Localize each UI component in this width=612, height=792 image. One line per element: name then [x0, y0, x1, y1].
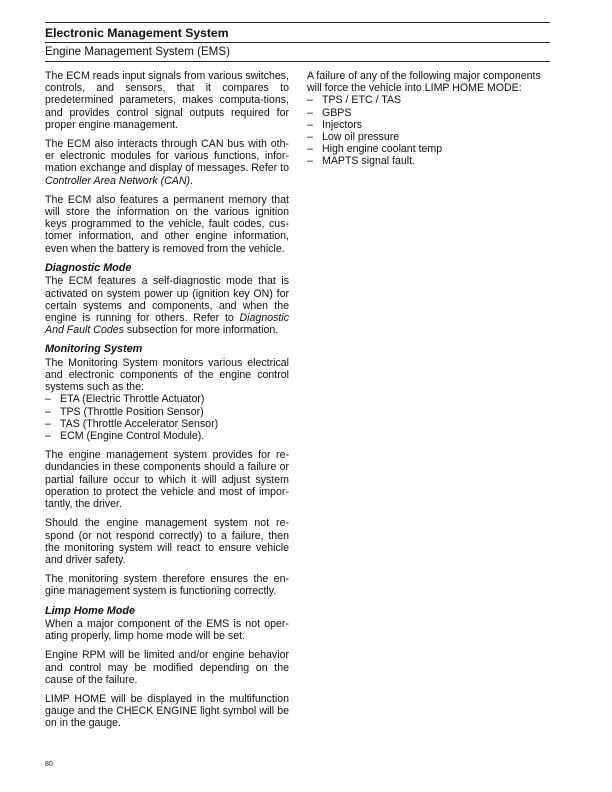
paragraph-rpm-limited: Engine RPM will be limited and/or engine behavior and control may be modified depending on the cause of the failure.: [45, 649, 289, 686]
paragraph-monitoring-intro: The Monitoring System monitors various electrical and electronic components of the engine control systems such as the:: [45, 356, 289, 394]
can-reference: Controller Area Network (CAN): [45, 174, 191, 187]
list-item: – TPS (Throttle Position Sensor): [45, 405, 204, 418]
dash-marker: –: [307, 94, 313, 107]
list-item: – High engine coolant temp: [307, 143, 443, 156]
dash-marker: –: [307, 143, 313, 156]
diagnostic-reference: Diagnostic And Fault Codes: [45, 311, 289, 337]
paragraph-limp-display: LIMP HOME will be displayed in the multifunction gauge and the CHECK ENGINE light symbol will be on in the gauge.: [45, 693, 289, 730]
paragraph-ecm-can-text: The ECM also interacts through CAN bus with oth-er electronic modules for various functions, infor-mation exchange and display of messages. Refer to: [45, 138, 289, 175]
paragraph-ecm-can-end: .: [190, 174, 193, 187]
dash-marker: –: [45, 405, 51, 418]
paragraph-ecm-inputs: The ECM reads input signals from various switches, controls, and sensors, that it compares to predetermined parameters, makes computa-tions, and provides control signal outputs required for proper engine management.: [45, 70, 289, 131]
paragraph-no-response: Should the engine management system not re-spond (or not respond correctly) to a failure, then the monitoring system will react to ensure vehicle and driver safety.: [45, 517, 289, 566]
paragraph-diagnostic-text: The ECM features a self-diagnostic mode that is activated on system power up (ignition key ON) for certain systems and components, and when the engine is running for others. Refer to: [45, 275, 289, 324]
heading-monitoring-system: Monitoring System: [45, 343, 143, 356]
paragraph-ecm-memory: The ECM also features a permanent memory that will store the information on the various ignition keys programmed to the vehicle, fault codes, cus-tomer information, and other engine information, even when the battery is removed from the vehicle.: [45, 193, 289, 255]
list-item: – ETA (Electric Throttle Actuator): [45, 393, 205, 406]
page-number: 80: [45, 761, 53, 768]
header-bottom-rule: [45, 61, 550, 62]
dash-marker: –: [45, 393, 51, 406]
dash-marker: –: [307, 118, 313, 131]
paragraph-failure-components: A failure of any of the following major components will force the vehicle into LIMP HOME MODE:: [307, 70, 541, 95]
heading-limp-home-mode: Limp Home Mode: [45, 604, 135, 617]
list-item: – Low oil pressure: [307, 131, 400, 144]
left-column: [45, 70, 289, 737]
dash-marker: –: [307, 106, 313, 119]
dash-marker: –: [45, 430, 51, 443]
list-item: – ECM (Engine Control Module).: [45, 430, 205, 443]
paragraph-ecm-can: [45, 138, 289, 187]
right-column: [307, 70, 551, 175]
list-item: – TAS (Throttle Accelerator Sensor): [45, 417, 219, 430]
paragraph-limp-set: When a major component of the EMS is not oper-ating properly, limp home mode will be set.: [45, 618, 289, 643]
list-item: – GBPS: [307, 106, 352, 119]
dash-marker: –: [307, 131, 313, 144]
list-item: – TPS / ETC / TAS: [307, 94, 402, 107]
limp-triggers-list: [307, 94, 551, 167]
section-title: Electronic Management System: [45, 26, 229, 40]
paragraph-diagnostic: [45, 275, 289, 336]
paragraph-redundancies: The engine management system provides for re-dundancies in these components should a failure or partial failure occur to which it will adjust system operation to protect the vehicle and most of impor-tantly, the driver.: [45, 449, 289, 511]
dash-marker: –: [307, 155, 313, 168]
page-header: [45, 22, 550, 62]
section-subtitle: Engine Management System (EMS): [45, 45, 230, 58]
monitored-components-list: [45, 393, 289, 442]
list-item: – Injectors: [307, 118, 363, 131]
heading-diagnostic-mode: Diagnostic Mode: [45, 261, 132, 274]
paragraph-monitoring-ensures: The monitoring system therefore ensures the en-gine management system is functioning correctly.: [45, 573, 289, 598]
dash-marker: –: [45, 417, 51, 430]
paragraph-diagnostic-end: subsection for more information.: [123, 324, 279, 337]
list-item: – MAPTS signal fault.: [307, 155, 416, 168]
